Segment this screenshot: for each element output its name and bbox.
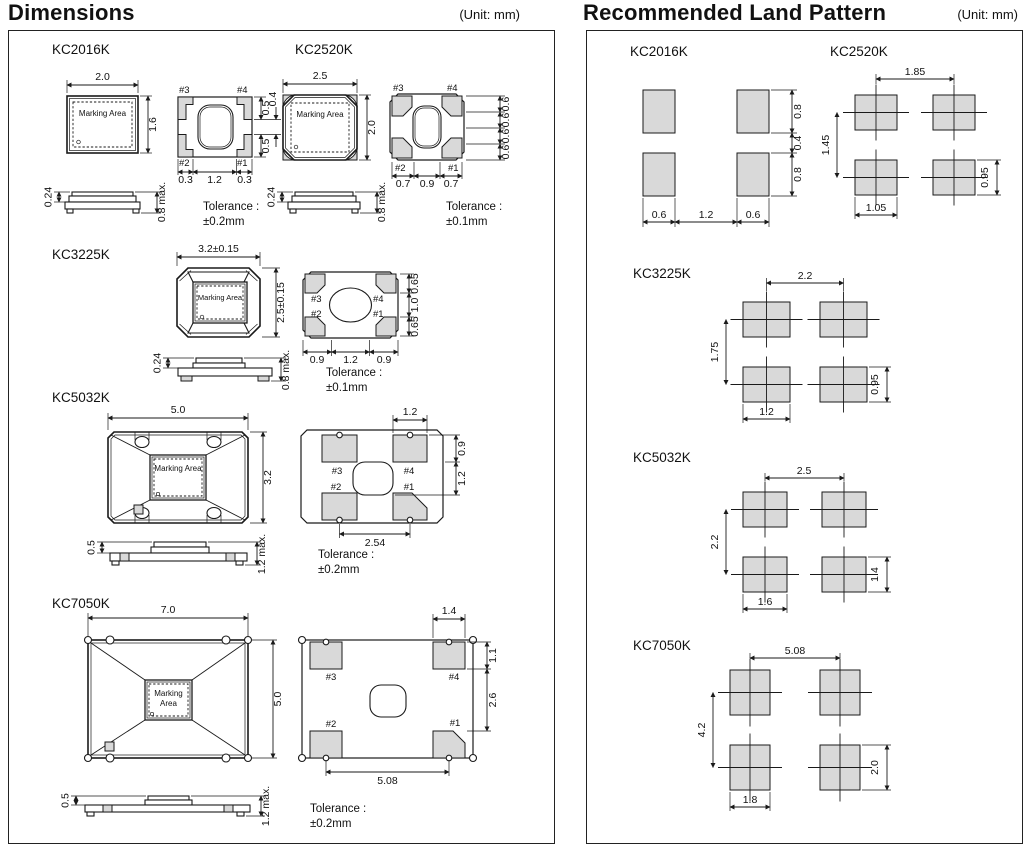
pad-dim: 0.9 (376, 354, 392, 366)
pad-pitch-h-dim: 5.08 (784, 645, 806, 657)
pad-dim: 0.9 (419, 178, 435, 190)
package-label: KC2520K (295, 42, 353, 57)
pin4-label: #4 (237, 85, 248, 96)
kc5032k-bottom-view (301, 406, 468, 549)
body-width-dim: 7.0 (160, 604, 176, 616)
tolerance-value: ±0.2mm (203, 216, 245, 228)
pad-width-dim: 1.6 (757, 596, 773, 608)
pad-pitch-h-dim: 2.2 (797, 270, 813, 282)
pad-dim: 0.5 (260, 138, 272, 154)
pin3-label: #3 (311, 294, 322, 305)
lid-height-dim: 0.24 (151, 352, 164, 374)
kc2520k-top-view (283, 70, 378, 160)
pad-dim: 1.0 (409, 297, 421, 313)
pin4-label: #4 (403, 466, 415, 477)
pin1-label: #1 (449, 718, 461, 729)
pad-dim: 1.1 (487, 648, 499, 663)
kc3225k-land-pattern (633, 266, 891, 423)
pad-pitch-h-dim: 1.85 (904, 66, 926, 78)
tolerance-label: Tolerance : (446, 201, 503, 213)
pin2-label: #2 (311, 309, 322, 320)
kc7050k-dimensions (52, 596, 499, 830)
package-label: KC7050K (633, 638, 691, 653)
tolerance-label: Tolerance : (203, 201, 260, 213)
pad-pitch-h-dim: 2.5 (796, 465, 812, 477)
lid-height-dim: 0.24 (42, 186, 55, 208)
pad-width-dim: 1.8 (742, 794, 758, 806)
kc2016k-land-pattern (630, 44, 804, 227)
pad-width-dim: 1.2 (759, 406, 774, 418)
pad-dim: 0.9 (309, 354, 325, 366)
pad-pitch-dim: 2.54 (364, 537, 386, 549)
pad-dim: 0.5 (260, 100, 272, 116)
kc2016k-top-view (67, 71, 159, 153)
package-label: KC2520K (830, 44, 888, 59)
package-label: KC5032K (633, 450, 691, 465)
package-label: KC5032K (52, 390, 110, 405)
pin4-label: #4 (373, 294, 384, 305)
lid-height-dim: 0.5 (85, 540, 98, 555)
body-height-dim: 3.2 (262, 470, 274, 485)
kc2520k-dimensions (266, 42, 513, 228)
pad-pitch-v-dim: 1.45 (820, 134, 832, 156)
pin3-label: #3 (325, 672, 337, 683)
pin3-label: #3 (331, 466, 343, 477)
kc5032k-side-view (86, 534, 269, 574)
tolerance-label: Tolerance : (310, 803, 367, 815)
tolerance-value: ±0.2mm (310, 818, 352, 830)
dimensions-title: Dimensions (8, 0, 135, 25)
pad-dim: 1.2 (456, 471, 468, 486)
tolerance-label: Tolerance : (326, 367, 383, 379)
kc5032k-land-pattern (633, 450, 891, 613)
pin2-label: #2 (325, 719, 337, 730)
height-max-dim: 0.8 max. (280, 349, 292, 391)
height-max-dim: 0.8 max. (376, 181, 388, 223)
kc2016k-dimensions (43, 42, 282, 228)
pad-dim: 0.65 (409, 316, 421, 337)
pad-pitch-v-dim: 1.75 (709, 341, 721, 363)
package-label: KC3225K (633, 266, 691, 281)
kc3225k-dimensions (52, 243, 421, 394)
body-height-dim: 5.0 (272, 691, 284, 707)
marking-area-label: Marking Area (78, 109, 127, 118)
land-pad (737, 153, 769, 196)
pin3-label: #3 (179, 85, 190, 96)
height-max-dim: 1.2 max. (260, 785, 272, 827)
body-width-dim: 2.0 (95, 71, 110, 83)
marking-area-label: Marking Area (296, 110, 344, 119)
pad-dim: 1.2 (343, 354, 358, 366)
body-width-dim: 2.5 (312, 70, 328, 82)
pad-height-dim: 0.95 (979, 167, 991, 188)
tolerance-value: ±0.1mm (446, 216, 488, 228)
kc5032k-top-view (108, 404, 274, 523)
body-height-dim: 2.5±0.15 (275, 282, 287, 323)
pad-gap-dim: 0.4 (267, 91, 279, 107)
kc2520k-bottom-view (390, 83, 512, 190)
pin2-label: #2 (179, 158, 190, 169)
land-pad (643, 90, 675, 133)
land-pad (737, 90, 769, 133)
pad-width-dim: 1.4 (441, 605, 457, 617)
pad-width-dim: 0.6 (651, 209, 667, 221)
package-label: KC2016K (630, 44, 688, 59)
kc3225k-bottom-view (303, 272, 421, 366)
pad-dim: 0.7 (395, 178, 411, 190)
land-pad (643, 153, 675, 196)
pad-height-dim: 0.95 (869, 374, 881, 395)
marking-area-label: Area (160, 699, 177, 708)
pad-gap-dim: 0.4 (792, 135, 804, 151)
pin2-label: #2 (330, 482, 342, 493)
kc5032k-dimensions (52, 390, 468, 576)
kc2016k-side-view (43, 182, 169, 222)
pad-dim: 0.6 (500, 112, 512, 128)
package-label: KC3225K (52, 247, 110, 262)
pad-height-dim: 1.4 (869, 567, 881, 582)
kc7050k-top-view (85, 604, 285, 762)
land-pattern-drawing (586, 30, 1021, 842)
pad-dim: 0.6 (500, 144, 512, 160)
land-pattern-unit-label: (Unit: mm) (957, 7, 1018, 22)
kc7050k-land-pattern (633, 638, 891, 811)
pin4-label: #4 (447, 83, 458, 94)
marking-area-label: Marking Area (197, 293, 243, 302)
pad-dim: 0.9 (456, 441, 468, 456)
pad-width-dim: 1.2 (402, 406, 418, 418)
height-max-dim: 0.8 max. (156, 181, 168, 223)
pin4-label: #4 (448, 672, 460, 683)
pad-width-dim: 1.05 (865, 202, 887, 214)
tolerance-value: ±0.2mm (318, 564, 360, 576)
marking-area-label: Marking Area (154, 464, 202, 473)
pad-height-dim: 0.8 (792, 104, 804, 119)
pad-dim: 1.2 (207, 174, 222, 186)
body-width-dim: 3.2±0.15 (198, 243, 239, 255)
lid-height-dim: 0.24 (265, 186, 278, 208)
dimensions-unit-label: (Unit: mm) (459, 7, 520, 22)
pad-pitch-v-dim: 2.2 (709, 534, 721, 550)
pad-dim: 2.6 (487, 692, 499, 708)
pad-height-dim: 0.8 (792, 167, 804, 182)
pad-dim: 0.6 (500, 128, 512, 144)
kc3225k-side-view (152, 350, 293, 390)
kc3225k-top-view (177, 243, 287, 337)
pad-dim: 0.3 (237, 174, 252, 186)
package-label: KC2016K (52, 42, 110, 57)
pad-dim: 0.65 (409, 273, 421, 294)
pad-height-dim: 2.0 (869, 760, 881, 775)
land-pattern-title: Recommended Land Pattern (583, 0, 887, 25)
pin2-label: #2 (395, 163, 406, 174)
pad-width-dim: 0.6 (745, 209, 761, 221)
tolerance-value: ±0.1mm (326, 382, 368, 394)
pad-dim: 0.3 (178, 174, 193, 186)
pin3-label: #3 (393, 83, 404, 94)
lid-height-dim: 0.5 (59, 793, 72, 808)
pad-pitch-dim: 5.08 (377, 775, 398, 787)
body-height-dim: 2.0 (366, 120, 378, 135)
kc7050k-bottom-view (299, 605, 500, 787)
kc2016k-bottom-view (178, 85, 281, 186)
pin1-label: #1 (373, 309, 384, 320)
kc2520k-land-pattern (820, 44, 1001, 219)
pin1-label: #1 (237, 158, 248, 169)
dimensions-drawing (8, 30, 556, 842)
body-width-dim: 5.0 (170, 404, 186, 416)
package-label: KC7050K (52, 596, 110, 611)
pad-dim: 0.6 (500, 96, 512, 112)
pin1-label: #1 (403, 482, 415, 493)
pin1-label: #1 (448, 163, 459, 174)
kc2520k-side-view (266, 182, 389, 222)
pad-gap-dim: 1.2 (698, 209, 714, 221)
marking-area-label: Marking (154, 689, 183, 698)
height-max-dim: 1.2 max. (256, 533, 268, 575)
body-height-dim: 1.6 (147, 117, 159, 132)
pad-dim: 0.7 (443, 178, 459, 190)
tolerance-label: Tolerance : (318, 549, 375, 561)
pad-pitch-v-dim: 4.2 (696, 722, 708, 738)
kc7050k-side-view (60, 786, 273, 826)
